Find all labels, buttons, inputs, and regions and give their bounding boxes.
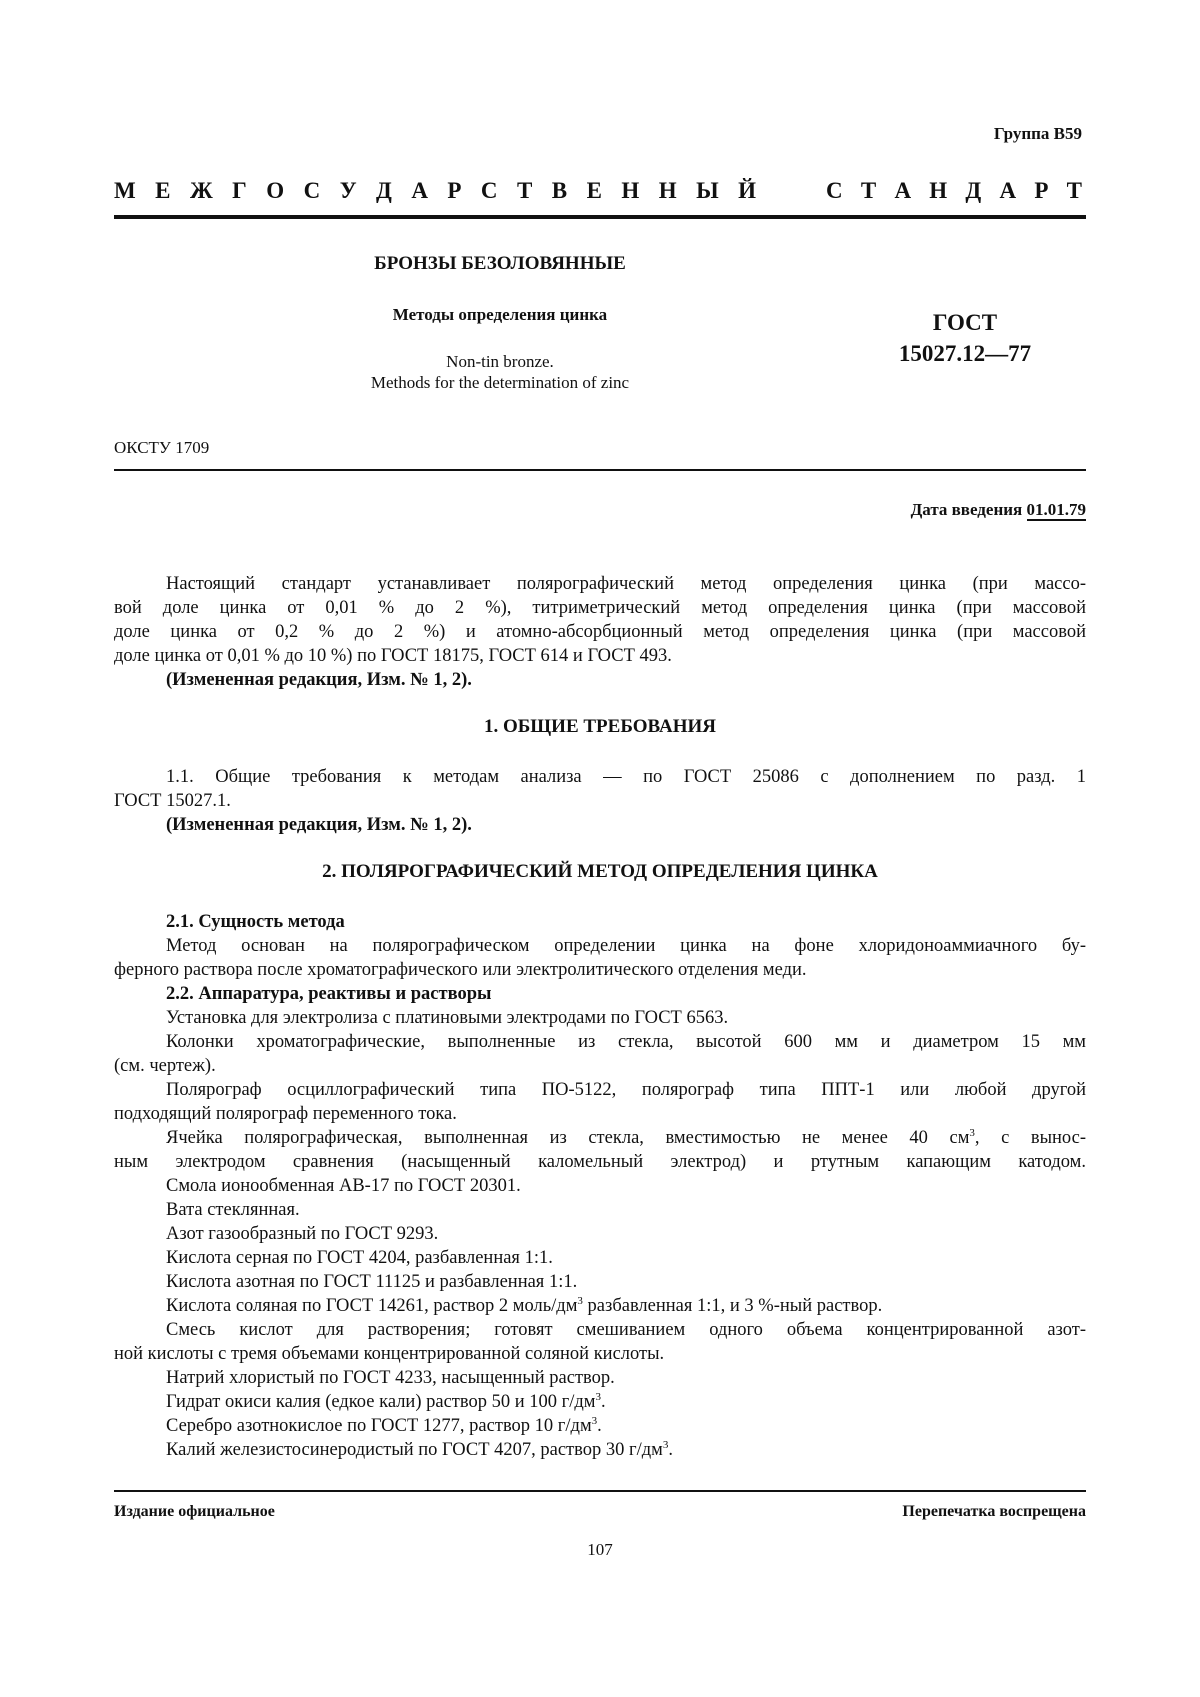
list-item: Смола ионообменная АВ-17 по ГОСТ 20301. <box>166 1176 521 1196</box>
section1-paragraph: 1.1. Общие требования к методам анализа — по ГОСТ 25086 с дополнением по разд. 1 <box>166 767 1086 787</box>
intro-line: Настоящий стандарт устанавливает полярографический метод определения цинка (при массо- <box>166 574 1086 594</box>
heading-letter: Т <box>516 178 533 203</box>
standard-word <box>826 178 1082 204</box>
document-subtitle: Методы определения цинка <box>392 305 608 324</box>
heading-letter: Н <box>621 178 640 203</box>
list-item: Смесь кислот для растворения; готовят смешиванием одного объема концентрированной азот- <box>166 1320 1086 1340</box>
heading-letter: Й <box>738 178 756 203</box>
heading-letter: Е <box>586 178 602 203</box>
group-code: Группа В59 <box>993 124 1082 143</box>
heading-letter: Т <box>1066 178 1082 203</box>
list-item: ной кислоты с тремя объемами концентрированной соляной кислоты. <box>114 1344 665 1364</box>
list-item: ным электродом сравнения (насыщенный каломельный электрод) и ртутным капающим катодом. <box>114 1152 1086 1172</box>
intro-line: доле цинка от 0,2 % до 2 %) и атомно-абсорбционный метод определения цинка (при массовой <box>114 622 1086 642</box>
date-label: Дата введения <box>910 500 1027 519</box>
list-item: Ячейка полярографическая, выполненная из стекла, вместимостью не менее 40 $см^3$, с вынос- <box>166 1126 1086 1148</box>
okstu-code: ОКСТУ 1709 <box>114 438 210 457</box>
heading-letter: Н <box>929 178 948 203</box>
gost-number: 15027.12—77 <box>898 341 1032 366</box>
reprint-prohibited: Перепечатка воспрещена <box>902 1503 1086 1520</box>
list-item: Натрий хлористый по ГОСТ 4233, насыщенный раствор. <box>166 1368 615 1388</box>
list-item: Колонки хроматографические, выполненные из стекла, высотой 600 мм и диаметром 15 мм <box>166 1032 1086 1052</box>
heading-letter: О <box>266 178 285 203</box>
heading-letter: С <box>480 178 498 203</box>
list-item: Гидрат окиси калия (едкое кали) раствор 50 и 100 $г/дм^3$. <box>166 1390 606 1412</box>
gost-label: ГОСТ <box>932 310 998 335</box>
subsection-2-1-heading: 2.1. Сущность метода <box>166 912 345 932</box>
list-item: подходящий полярограф переменного тока. <box>114 1104 457 1124</box>
subsection-2-1-text: Метод основан на полярографическом определении цинка на фоне хлоридоноаммиачного бу- <box>166 936 1086 956</box>
interstate-word <box>114 178 756 204</box>
list-item: Калий железистосинеродистый по ГОСТ 4207, раствор 30 $г/дм^3$. <box>166 1438 673 1460</box>
subsection-2-2-heading: 2.2. Аппаратура, реактивы и растворы <box>166 984 492 1004</box>
heading-letter: Р <box>447 178 462 203</box>
english-title-line2: Methods for the determination of zinc <box>370 373 630 392</box>
list-item: Кислота азотная по ГОСТ 11125 и разбавленная 1:1. <box>166 1272 578 1292</box>
heading-letter: Р <box>1034 178 1049 203</box>
list-item: Полярограф осциллографический типа ПО-5122, полярограф типа ППТ-1 или любой другой <box>166 1080 1086 1100</box>
footer-rule <box>114 1490 1086 1492</box>
heading-letter: Д <box>965 178 982 203</box>
heading-letter: Е <box>155 178 171 203</box>
list-item: Вата стеклянная. <box>166 1200 300 1220</box>
date-value: 01.01.79 <box>1026 500 1086 519</box>
heading-letter: А <box>999 178 1017 203</box>
list-item: Серебро азотнокислое по ГОСТ 1277, раствор 10 $г/дм^3$. <box>166 1414 602 1436</box>
heading-letter: Г <box>232 178 247 203</box>
section1-paragraph: ГОСТ 15027.1. <box>114 791 231 811</box>
interstate-standard-heading <box>114 178 1082 204</box>
section1-amendment: (Измененная редакция, Изм. № 1, 2). <box>166 815 472 835</box>
heading-letter: Т <box>860 178 877 203</box>
intro-line: доле цинка от 0,01 % до 10 %) по ГОСТ 18175, ГОСТ 614 и ГОСТ 493. <box>114 646 672 666</box>
heading-letter: А <box>894 178 912 203</box>
heading-letter: Ы <box>696 178 719 203</box>
heading-letter: С <box>826 178 843 203</box>
intro-line: вой доле цинка от 0,01 % до 2 %), титриметрический метод определения цинка (при массовой <box>114 598 1086 618</box>
section1-heading: 1. ОБЩИЕ ТРЕБОВАНИЯ <box>483 716 717 737</box>
heading-letter: У <box>339 178 357 203</box>
subsection-2-1-text: ферного раствора после хроматографического или электролитического отделения меди. <box>114 960 807 980</box>
list-item: Кислота соляная по ГОСТ 14261, раствор 2 моль/$дм^3$ разбавленная 1:1, и 3 %-ный раствор. <box>166 1294 883 1316</box>
heading-letter: М <box>114 178 136 203</box>
list-item: Установка для электролиза с платиновыми электродами по ГОСТ 6563. <box>166 1008 729 1028</box>
list-item: Кислота серная по ГОСТ 4204, разбавленная 1:1. <box>166 1248 553 1268</box>
intro-amendment: (Измененная редакция, Изм. № 1, 2). <box>166 670 472 690</box>
list-item: Азот газообразный по ГОСТ 9293. <box>166 1224 439 1244</box>
heading-letter: Ж <box>189 178 213 203</box>
section2-heading: 2. ПОЛЯРОГРАФИЧЕСКИЙ МЕТОД ОПРЕДЕЛЕНИЯ ЦИНКА <box>322 861 878 882</box>
page-number: 107 <box>587 1540 613 1559</box>
document-title: БРОНЗЫ БЕЗОЛОВЯННЫЕ <box>374 253 626 274</box>
heading-letter: Н <box>658 178 677 203</box>
heading-letter: В <box>551 178 568 203</box>
official-edition: Издание официальное <box>114 1503 275 1520</box>
heading-letter: С <box>303 178 321 203</box>
list-item: (см. чертеж). <box>114 1056 216 1076</box>
okstu-rule <box>114 469 1086 471</box>
heading-letter: Д <box>376 178 392 203</box>
header-rule <box>114 215 1086 219</box>
heading-letter: А <box>411 178 428 203</box>
english-title-line1: Non-tin bronze. <box>446 352 554 371</box>
introduction-date <box>911 500 1086 520</box>
